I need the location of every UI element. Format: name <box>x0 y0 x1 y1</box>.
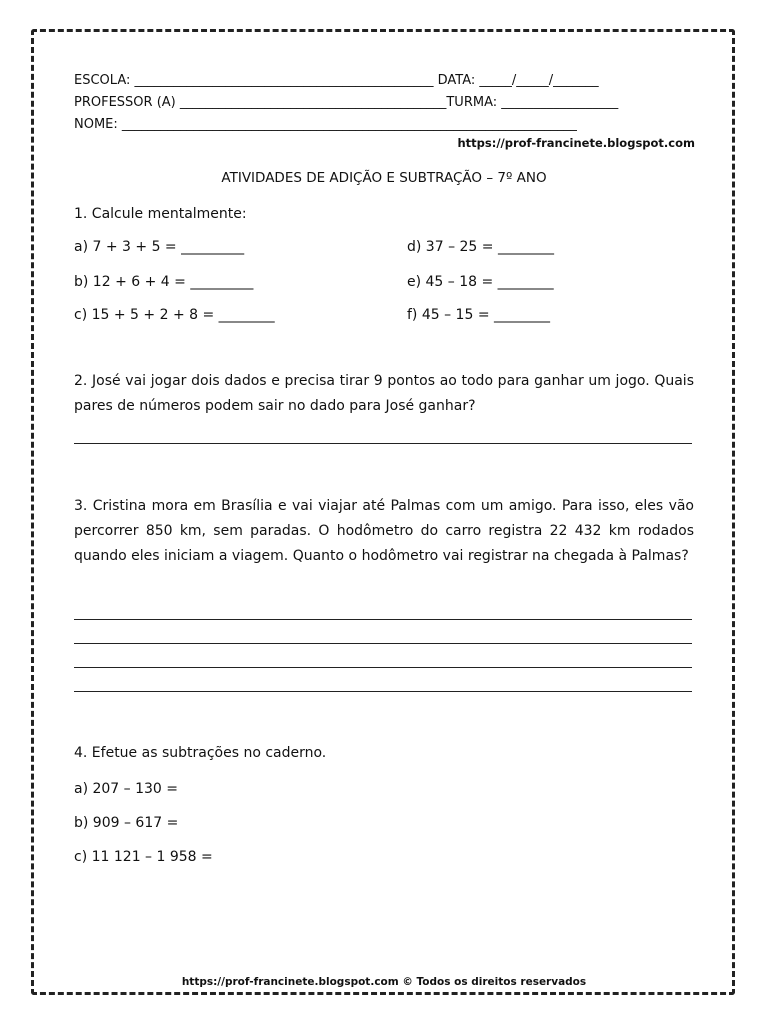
school-field: ESCOLA: ______________________________________________ DATA: _____/_____/_______ <box>74 73 599 88</box>
question-4-item-c: c) 11 121 – 1 958 = <box>74 849 213 865</box>
teacher-field: PROFESSOR (A) _________________________________________TURMA: __________________ <box>74 95 619 110</box>
answer-line <box>74 619 692 620</box>
blog-url[interactable]: https://prof-francinete.blogspot.com <box>457 136 695 150</box>
question-2-text: 2. José vai jogar dois dados e precisa tirar 9 pontos ao todo para ganhar um jogo. Quais pares de números podem sair no dado para José ganhar? <box>74 373 694 414</box>
footer-copyright: https://prof-francinete.blogspot.com © Todos os direitos reservados <box>181 976 587 988</box>
worksheet-title: ATIVIDADES DE ADIÇÃO E SUBTRAÇÃO – 7º ANO <box>221 170 547 186</box>
question-1-item-b: b) 12 + 6 + 4 = _________ <box>74 274 254 290</box>
answer-line <box>74 643 692 644</box>
question-4-item-b: b) 909 – 617 = <box>74 815 179 831</box>
question-4-prompt: 4. Efetue as subtrações no caderno. <box>74 745 327 761</box>
question-1-item-d: d) 37 – 25 = ________ <box>407 239 554 255</box>
question-1-item-c: c) 15 + 5 + 2 + 8 = ________ <box>74 307 275 323</box>
answer-line <box>74 667 692 668</box>
question-1-item-e: e) 45 – 18 = ________ <box>407 274 554 290</box>
question-1-prompt: 1. Calcule mentalmente: <box>74 206 247 222</box>
question-4-item-a: a) 207 – 130 = <box>74 781 179 797</box>
answer-line <box>74 443 692 444</box>
answer-line <box>74 691 692 692</box>
question-3-text: 3. Cristina mora em Brasília e vai viajar até Palmas com um amigo. Para isso, eles vão percorrer 850 km, sem paradas. O hodômetro do carro registra 22 432 km rodados quando eles iniciam a viagem. Quanto o hodômetro vai registrar na chegada à Palmas? <box>74 498 694 564</box>
name-field: NOME: ______________________________________________________________________ <box>74 117 577 132</box>
question-1-item-f: f) 45 – 15 = ________ <box>407 307 551 323</box>
question-1-item-a: a) 7 + 3 + 5 = _________ <box>74 239 245 255</box>
